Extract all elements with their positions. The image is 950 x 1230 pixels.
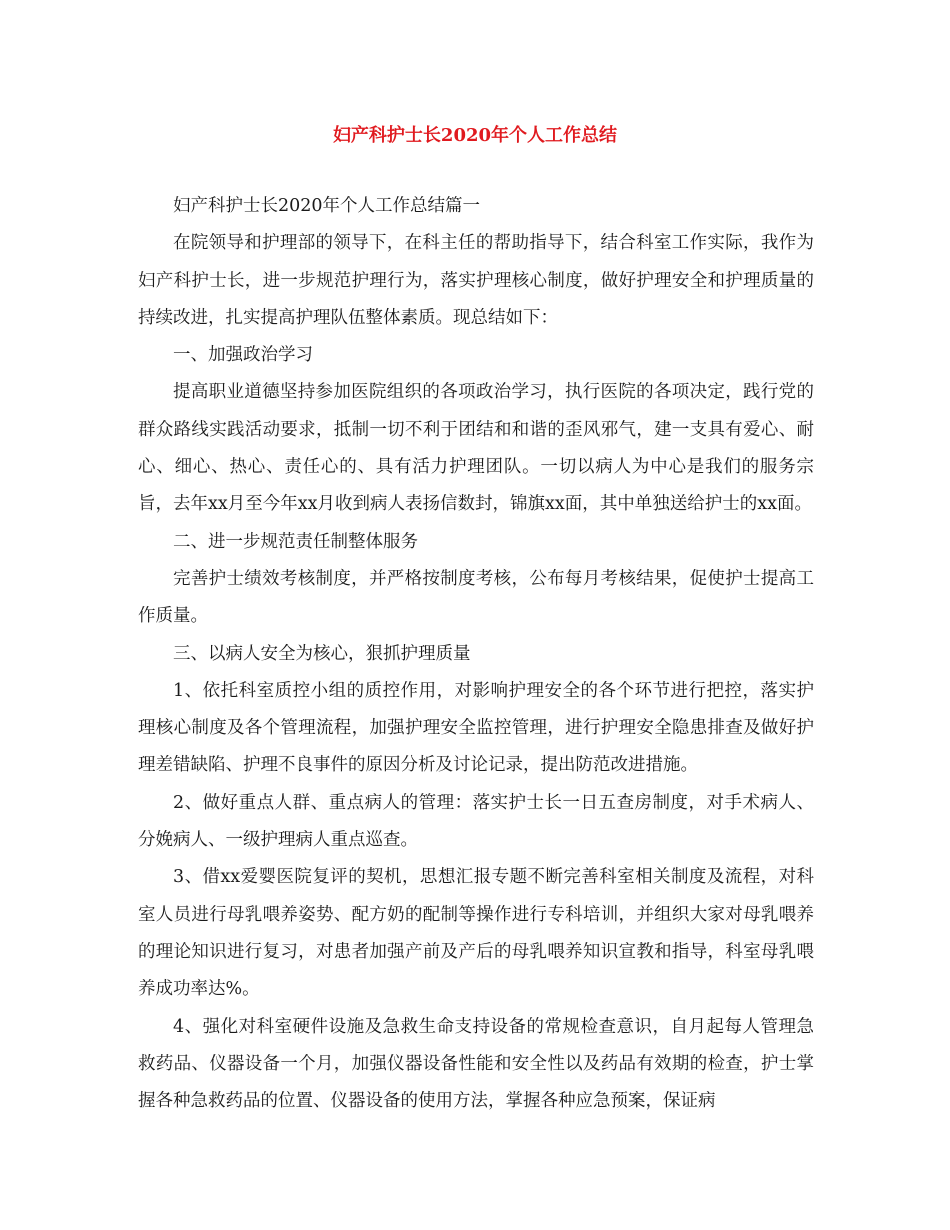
- list-item: 4、强化对科室硬件设施及急救生命支持设备的常规检查意识，自月起每人管理急救药品、仪器设备一个月，加强仪器设备性能和安全性以及药品有效期的检查，护士掌握各种急救药品的位置、仪器设备的使用方法，掌握各种应急预案，保证病: [138, 1016, 814, 1112]
- paragraph-subtitle: 妇产科护士长2020年个人工作总结篇一: [173, 196, 481, 216]
- list-item: 2、做好重点人群、重点病人的管理：落实护士长一日五查房制度，对手术病人、分娩病人、一级护理病人重点巡查。: [138, 792, 814, 851]
- paragraph: 完善护士绩效考核制度，并严格按制度考核，公布每月考核结果，促使护士提高工作质量。: [138, 568, 814, 627]
- paragraph: 提高职业道德坚持参加医院组织的各项政治学习，执行医院的各项决定，践行党的群众路线实践活动要求，抵制一切不利于团结和和谐的歪风邪气，建一支具有爱心、耐心、细心、热心、责任心的、具有活力护理团队。一切以病人为中心是我们的服务宗旨，去年xx月至今年xx月收到病人表扬信数封，锦旗xx面，其中单独送给护士的xx面。: [138, 382, 814, 515]
- document-title: 妇产科护士长2020年个人工作总结: [332, 125, 618, 146]
- list-item: 3、借xx爱婴医院复评的契机，思想汇报专题不断完善科室相关制度及流程，对科室人员进行母乳喂养姿势、配方奶的配制等操作进行专科培训，并组织大家对母乳喂养的理论知识进行复习，对患者加强产前及产后的母乳喂养知识宣教和指导，科室母乳喂养成功率达%。: [138, 867, 814, 1000]
- list-item: 1、依托科室质控小组的质控作用，对影响护理安全的各个环节进行把控，落实护理核心制度及各个管理流程，加强护理安全监控管理，进行护理安全隐患排查及做好护理差错缺陷、护理不良事件的原因分析及讨论记录，提出防范改进措施。: [138, 680, 814, 776]
- paragraph-intro: 在院领导和护理部的领导下，在科主任的帮助指导下，结合科室工作实际，我作为妇产科护士长，进一步规范护理行为，落实护理核心制度，做好护理安全和护理质量的持续改进，扎实提高护理队伍整体素质。现总结如下：: [138, 233, 814, 328]
- section-heading-2: 二、进一步规范责任制整体服务: [173, 531, 418, 552]
- section-heading-3: 三、以病人安全为核心，狠抓护理质量: [173, 643, 471, 664]
- section-heading-1: 一、加强政治学习: [173, 345, 313, 366]
- document-body: [138, 188, 814, 1120]
